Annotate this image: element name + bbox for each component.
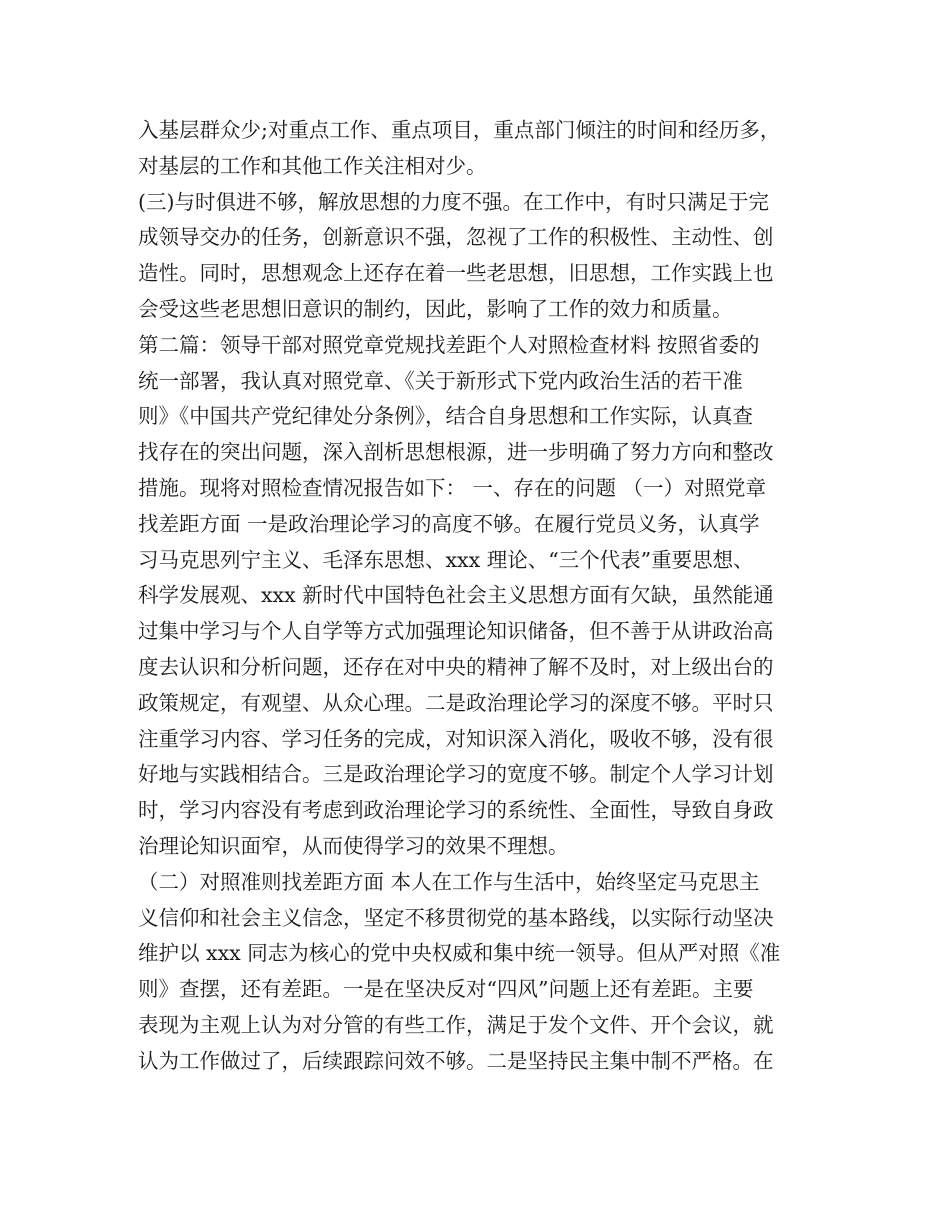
text-line: 治理论知识面窄，从而使得学习的效果不理想。 bbox=[138, 833, 569, 858]
text-line: 则》查摆，还有差距。一是在坚决反对“四风”问题上还有差距。主要 bbox=[138, 977, 754, 1002]
text-line: 会受这些老思想旧意识的制约，因此，影响了工作的效力和质量。 bbox=[138, 296, 733, 321]
text-line: 则》《中国共产党纪律处分条例》，结合自身思想和工作实际，认真查 bbox=[138, 404, 753, 429]
text-line: 入基层群众少;对重点工作、重点项目，重点部门倾注的时间和经历多， bbox=[138, 118, 781, 142]
text-line: 造性。同时，思想观念上还存在着一些老思想，旧思想，工作实践上也 bbox=[138, 261, 774, 286]
text-line: 措施。现将对照检查情况报告如下： 一、存在的问题 （一）对照党章 bbox=[138, 475, 767, 500]
text-line: 表现为主观上认为对分管的有些工作，满足于发个文件、开个会议，就 bbox=[138, 1012, 774, 1037]
text-line: 维护以 xxx 同志为核心的党中央权威和集中统一领导。但从严对照《准 bbox=[138, 941, 781, 966]
text-line: （二）对照准则找差距方面 本人在工作与生活中，始终坚定马克思主 bbox=[138, 869, 760, 894]
text-line: (三)与时俱进不够，解放思想的力度不强。在工作中，有时只满足于完 bbox=[138, 189, 769, 214]
text-line: 对基层的工作和其他工作关注相对少。 bbox=[138, 153, 487, 178]
text-line: 注重学习内容、学习任务的完成，对知识深入消化，吸收不够，没有很 bbox=[138, 726, 774, 751]
text-line: 度去认识和分析问题，还存在对中央的精神了解不及时，对上级出台的 bbox=[138, 654, 774, 679]
text-line: 找差距方面 一是政治理论学习的高度不够。在履行党员义务，认真学 bbox=[138, 511, 760, 536]
text-line: 找存在的突出问题，深入剖析思想根源，进一步明确了努力方向和整改 bbox=[138, 440, 774, 465]
text-line: 第二篇：领导干部对照党章党规找差距个人对照检查材料 按照省委的 bbox=[138, 332, 760, 357]
text-line: 成领导交办的任务，创新意识不强，忽视了工作的积极性、主动性、创 bbox=[138, 225, 774, 250]
text-line: 统一部署，我认真对照党章、《关于新形式下党内政治生活的若干准 bbox=[138, 368, 743, 393]
document-body bbox=[138, 113, 828, 1080]
text-line: 科学发展观、xxx 新时代中国特色社会主义思想方面有欠缺，虽然能通 bbox=[138, 583, 774, 608]
text-line: 过集中学习与个人自学等方式加强理论知识储备，但不善于从讲政治高 bbox=[138, 619, 774, 644]
text-line: 时，学习内容没有考虑到政治理论学习的系统性、全面性，导致自身政 bbox=[138, 798, 774, 823]
text-line: 认为工作做过了，后续跟踪问效不够。二是坚持民主集中制不严格。在 bbox=[138, 1048, 774, 1073]
text-line: 义信仰和社会主义信念，坚定不移贯彻党的基本路线，以实际行动坚决 bbox=[138, 905, 774, 930]
text-line: 习马克思列宁主义、毛泽东思想、xxx 理论、“三个代表”重要思想、 bbox=[138, 547, 754, 572]
text-line: 政策规定，有观望、从众心理。二是政治理论学习的深度不够。平时只 bbox=[138, 690, 774, 715]
text-line: 好地与实践相结合。三是政治理论学习的宽度不够。制定个人学习计划 bbox=[138, 762, 774, 787]
